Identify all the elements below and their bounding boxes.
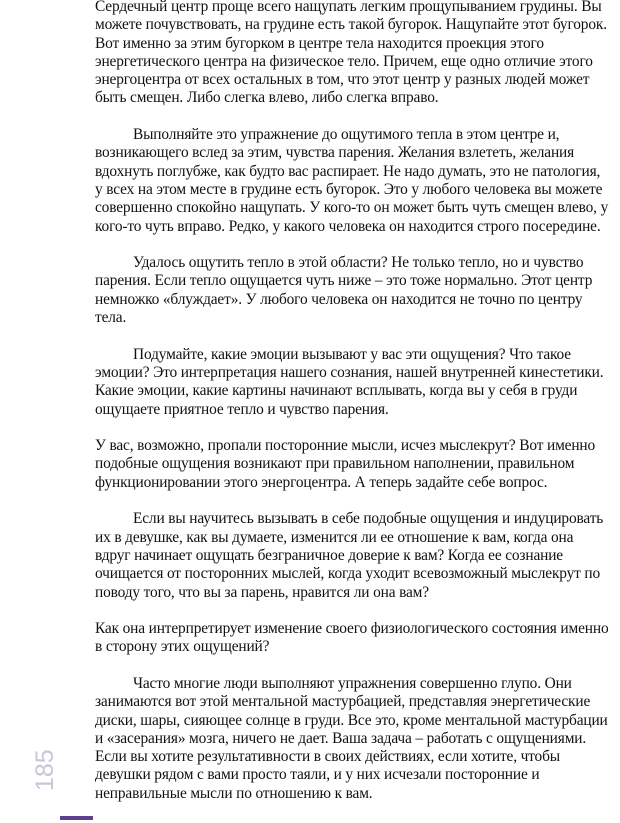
paragraph-1: Сердечный центр проще всего нащупать легким прощупыванием грудины. Вы можете почувствовать, на грудине есть такой бугорок. Нащупайте этот бугорок. Вот именно за этим бугорком в центре тела находится проекция этого энергетического центра на физическое тело. Причем, еще одно отличие этого энергоцентра от всех остальных в том, что этот центр у разных людей может быть смещен. Либо слегка влево, либо слегка вправо. bbox=[95, 0, 607, 107]
page-accent-line bbox=[60, 816, 93, 820]
paragraph-7: Как она интерпретирует изменение своего физиологического состояния именно в сторону этих ощущений? bbox=[95, 620, 609, 656]
paragraph-5: У вас, возможно, пропали посторонние мысли, исчез мыслекрут? Вот именно подобные ощущения возникают при правильном наполнении, правильном функционировании этого энергоцентра. А теперь задайте себе вопрос. bbox=[95, 437, 596, 491]
paragraph-4: Подумайте, какие эмоции вызывают у вас эти ощущения? Что такое эмоции? Это интерпретация нашего сознания, нашей внутренней кинестетики. Какие эмоции, какие картины начинают всплывать, когда вы у себя в груди ощущаете приятное тепло и чувство парения. bbox=[95, 345, 604, 418]
body-text bbox=[95, 0, 611, 821]
paragraph-3: Удалось ощутить тепло в этой области? Не только тепло, но и чувство парения. Если тепло ощущается чуть ниже – это тоже нормально. Этот центр немножко «блуждает». У любого человека он находится не точно по центру тела. bbox=[95, 254, 593, 327]
page-number: 185 bbox=[31, 749, 59, 791]
paragraph-2: Выполняйте это упражнение до ощутимого тепла в этом центре и, возникающего вслед за этим, чувства парения. Желания взлететь, желания вдохнуть поглубже, как будто вас распирает. Не надо думать, это не патология, у всех на этом месте в грудине есть бугорок. Это у любого человека вы можете совершенно спокойно нащупать. У кого-то он может быть чуть смещен влево, у кого-то чуть вправо. Редко, у какого человека он находится строго посередине. bbox=[95, 126, 609, 235]
paragraph-6: Если вы научитесь вызывать в себе подобные ощущения и индуцировать их в девушке, как вы думаете, изменится ли ее отношение к вам, когда она вдруг начинает ощущать безграничное доверие к вам? Когда ее сознание очищается от посторонних мыслей, когда уходит всевозможный мыслекрут по поводу того, что вы за парень, нравится ли она вам? bbox=[95, 510, 604, 601]
paragraph-8: Часто многие люди выполняют упражнения совершенно глупо. Они занимаются вот этой ментальной мастурбацией, представляя энергетические диски, шары, сияющее солнце в груди. Все это, кроме ментальной мастурбации и «засерания» мозга, ничего не дает. Ваша задача – работать с ощущениями. Если вы хотите результативности в своих действиях, если хотите, чтобы девушки рядом с вами просто таяли, и у них исчезали посторонние и неправильные мысли по отношению к вам. bbox=[95, 674, 608, 802]
